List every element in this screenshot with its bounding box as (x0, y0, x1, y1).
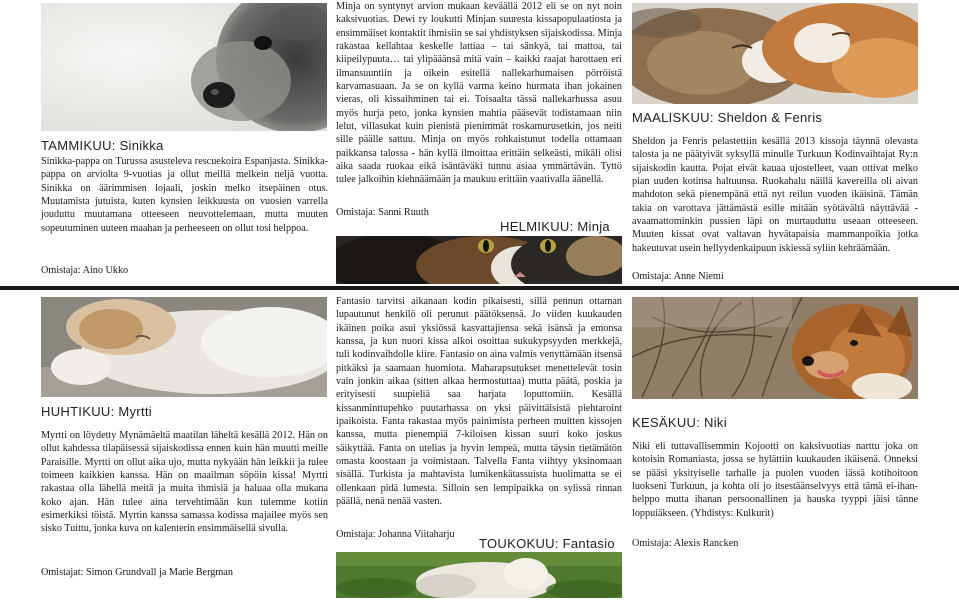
dog-photo (41, 3, 327, 131)
helmikuu-owner: Omistaja: Sanni Ruuth (336, 207, 429, 218)
huhtikuu-heading: HUHTIKUU: Myrtti (41, 404, 152, 419)
tammikuu-heading: TAMMIKUU: Sinikka (41, 138, 164, 153)
niki-dog-photo (632, 297, 918, 399)
helmikuu-heading: HELMIKUU: Minja (500, 219, 610, 234)
toukokuu-heading: TOUKOKUU: Fantasio (479, 536, 615, 551)
white-cat-photo (41, 297, 327, 397)
maaliskuu-owner: Omistaja: Anne Niemi (632, 271, 724, 282)
helmikuu-body: Minja on syntynyt arvion mukaan keväällä 2012 eli se on nyt noin kaksivuotias. Dewi ry loukutti Minjan suuresta kissapopulaatiosta ja ensimmäiset kontaktit ihmisiin se sai yhdistyksen sijaiskodissa. Minja rakastaa kellahtaa keskelle lattiaa – tai sänkyä, tai mattoa, tai kiipeilypuuta… tai ylipääänsä mitä vain – kaikki raajat harottaen eri ilmansuuntiin ja oikein esitellä nallekarhumaisen pörröistä karvamasuaan. Ja se on kyllä varma keino hurmata ihan jokainen vieras, oli kissaihminen tai ei. Toisaalta tässä nallekarhussa asuu myös hurja peto, jonka kynsien mahtia pääsevät todistamaan niin lelut, villasukat kuin pienistä pienimmät roskamurusetkin, jos neiti sille päälle sattuu. Minja on myös rohkaistunut todella ottamaan paikkansa talossa - hän kyllä ilmoittaa erittäin selkeästi, mikäli olisi aika saada ruokaa eikä isäntäväki tunnu asiaa ymmärtävän. Tyttö tulee jalkoihin kiehnäämään ja maukuu erittäin vaativalla äänellä. (336, 1, 622, 186)
maaliskuu-heading: MAALISKUU: Sheldon & Fenris (632, 110, 823, 125)
toukokuu-body: Fantasio tarvitsi aikanaan kodin pikaisesti, sillä pennun ottaman lupautunut henkilö oli perunut päätöksensä. Jo viiden kuukauden ikäinen poika asui yksiössä kasvattajiensa sekä isänsä ja emonsa kanssa, ja kun nuori kissa alkoi osoittaa sukukypsyyden merkkejä, tuli kodinvaihdolle kiire. Fantasio on aina valmis venyttämään itsensä pitkäksi ja saamaan huomiota. Maharapsutukset menettelevät tosin vain jonkin aikaa (sitten alkaa hermostuttaa) mutta päätä, poskia ja erityisesti suupieliä saa harjata loputtomiin. Kesällä kissanminttupehko puutarhassa on yksi päivittäisistä piehtaroint ipaikoista. Fanta rakastaa myös painimista perheen muitten kissojen kanssa, mutta pienempiä 7-kiloisen kissan suuri koko joskus säikyttää. Fanta on utelias ja hyvin lempeä, mutta täysin tietämätön omasta koostaan ja voimistaan. Talvella Fanta viihtyy yksinomaan sisällä. Turkista ja mahtavista lumikenkätassuista huolimatta se ei ollenkaan pidä lumesta. Silloin sen lempipaikka on sylissä rinnan päällä, nenä nenää vasten. (336, 296, 622, 508)
huhtikuu-owner: Omistajat: Simon Grundvall ja Marie Bergman (41, 567, 233, 578)
section-divider (0, 286, 959, 290)
huhtikuu-body: Myrtti on löydetty Mynämäeltä maatilan läheltä kesällä 2012. Hän on ollut kahdessa tilapäisessä sijaiskodissa ennen kuin hän muutti meille Paraisille. Myrtti on ollut aika ujo, mutta nykyään hän leikkii ja tulee toimeen kaikkien kanssa. Hän on maailman söpöin kissa! Myrtti rakastaa olla lähellä meitä ja muita ihmisiä ja haluaa olla mukana koko ajan. Hän tulee aina tervehtimään kun tulemme kotiin esimerkiksi töistä. Myrtin kanssa samassa kodissa majailee myös sen sisko Tuittu, jonka kuva on kalenterin ensimmäisellä sivulla. (41, 430, 328, 535)
kesakuu-owner: Omistaja: Alexis Rancken (632, 538, 739, 549)
tammikuu-body: Sinikka-pappa on Turussa asusteleva rescuekoira Espanjasta. Sinikka-pappa on arviolta 9-vuotias ja ollut meillä melkein neljä vuotta. Sinikka on äärimmisen lojaali, joskin melko itsepäinen otus. Muutamista jutuista, kuten kynsien leikkuusta on vuosien varrella jouduttu muutamana otteeseen neuvottelemaan, mutta muuten sopeutuminen uuteen maahan ja perheeseen on ollut tosi helppoa. (41, 156, 328, 234)
cats-photo (632, 3, 918, 104)
tammikuu-owner: Omistaja: Aino Ukko (41, 265, 129, 276)
fantasio-photo (336, 552, 622, 598)
kesakuu-heading: KESÄKUU: Niki (632, 415, 727, 430)
calico-cat-photo (336, 236, 622, 284)
toukokuu-owner: Omistaja: Johanna Viitaharju (336, 529, 455, 540)
kesakuu-body: Niki eli tuttavallisemmin Kojootti on kaksivuotias narttu joka on kotoisin Romaniasta, jossa se hylättiin kuukauden ikäisenä. Onneksi se pääsi yksityiselle tarhalle ja puolen vuoden iässä kotihoitoon luokseni Turkuun, ja kohta oli jo itsestäänselvyys että tämä ei-ihan-helppo mutta ihanan persoonallinen ja hauska tyyppi jäisi tänne loppuiäkseen. (Yhdistys: Kulkurit) (632, 441, 918, 519)
maaliskuu-body: Sheldon ja Fenris pelastettiin kesällä 2013 kissoja täynnä olevasta talosta ja ne päätyivät syksyllä minulle Turkuun Kodinvaihtajat Ry:n sijaiskodin kautta. Pojat eivät kauaa ujostelleet, vaan ottivat melko pian uuden kotinsa haltuunsa. Ruokahalu näillä kavereilla oli aivan mahdoton sekä pienempänä että nyt reilun vuoden ikäisinä. Tämän takia on varottava jättämästä esille mitään syötävältä näyttävää - avaamattominkin pussien läpi on murtauduttu useaan otteeseen. Muuten kissat ovat valtavan hyvätapaisia mammanpoikia jotka hakeutuvat usein hellyydenkaipuun iskiessä syliin kehräämään. (632, 136, 918, 254)
